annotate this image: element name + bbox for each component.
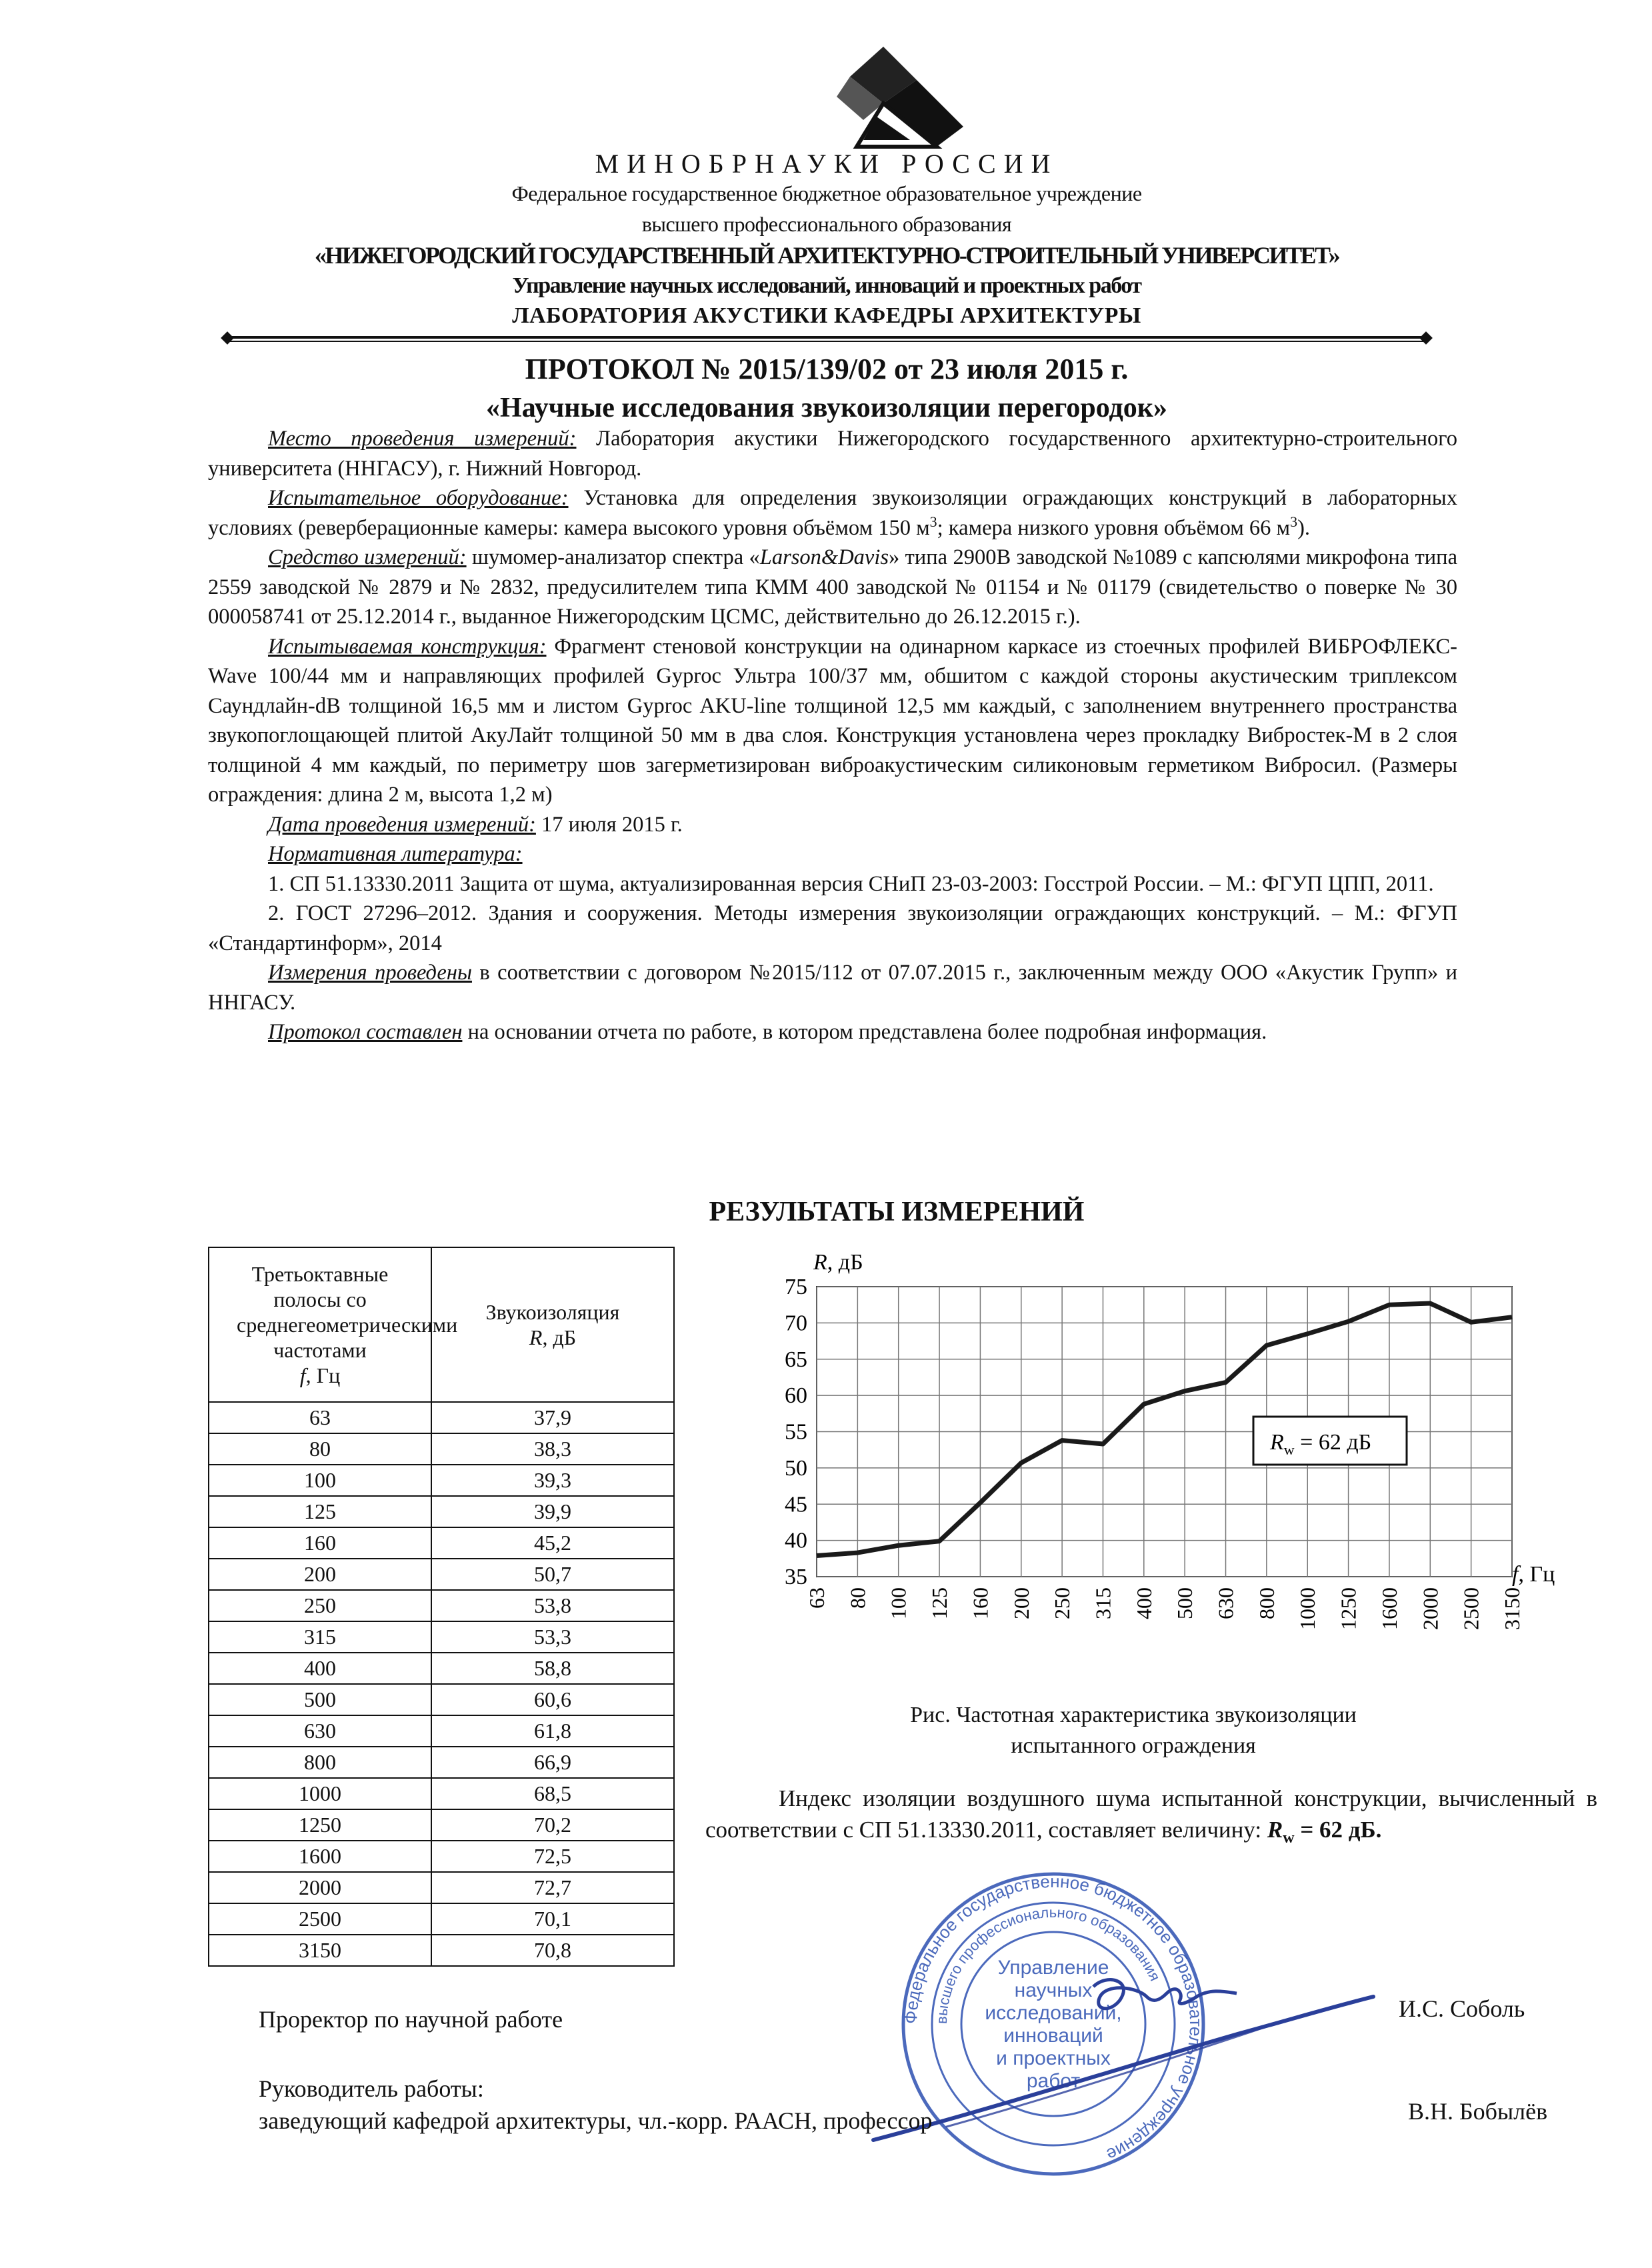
frequency-cell: 800: [209, 1747, 431, 1778]
caption-line-1: Рис. Частотная характеристика звукоизоляции: [910, 1703, 1357, 1727]
table-row: [209, 1621, 674, 1653]
instrument-label: Средство измерений:: [268, 545, 467, 569]
rw-annotation-symbol: R: [1270, 1430, 1284, 1455]
equipment-label: Испытательное оборудование:: [268, 486, 569, 510]
insulation-cell: 37,9: [431, 1402, 674, 1433]
x-tick-label: 315: [1091, 1587, 1115, 1619]
frequency-cell: 630: [209, 1715, 431, 1747]
insulation-cell: 72,7: [431, 1872, 674, 1903]
y-tick-label: 50: [785, 1455, 807, 1481]
norms-heading: [208, 839, 1457, 869]
insulation-cell: 70,1: [431, 1903, 674, 1935]
table-body: [209, 1402, 674, 1966]
y-axis-label-symbol: R: [813, 1253, 827, 1275]
index-value-symbol: R: [1267, 1817, 1283, 1843]
stamp-center-line: инноваций: [1003, 2025, 1103, 2047]
place-paragraph: [208, 424, 1457, 483]
insulation-cell: 60,6: [431, 1684, 674, 1715]
instrument-paragraph: [208, 543, 1457, 632]
frequency-cell: 2000: [209, 1872, 431, 1903]
header-frequency-symbol: f: [299, 1363, 306, 1387]
table-row: [209, 1465, 674, 1496]
insulation-cell: 45,2: [431, 1527, 674, 1559]
frequency-cell: 315: [209, 1621, 431, 1653]
caption-line-2: испытанного ограждения: [1011, 1733, 1256, 1758]
header-insulation-text: Звукоизоляция: [485, 1300, 620, 1324]
protocol-title: ПРОТОКОЛ № 2015/139/02 от 23 июля 2015 г.: [525, 353, 1129, 385]
results-title: РЕЗУЛЬТАТЫ ИЗМЕРЕНИЙ: [709, 1197, 1085, 1227]
x-tick-label: 1000: [1295, 1587, 1320, 1630]
date-label: Дата проведения измерений:: [268, 812, 536, 837]
index-value-number: = 62 дБ.: [1294, 1817, 1382, 1843]
report-label: Протокол составлен: [268, 1020, 463, 1044]
date-paragraph: [208, 810, 1457, 840]
x-tick-label: 250: [1050, 1587, 1075, 1619]
protocol-body: [208, 424, 1457, 1047]
table-row: [209, 1809, 674, 1841]
y-tick-label: 55: [785, 1419, 807, 1445]
x-tick-labels: [805, 1587, 1524, 1630]
x-tick-label: 160: [968, 1587, 993, 1619]
table-row: [209, 1559, 674, 1590]
y-tick-label: 70: [785, 1311, 807, 1336]
x-tick-label: 2500: [1459, 1587, 1483, 1630]
department-line-1: Управление научных исследований, инноваций и проектных работ: [512, 273, 1141, 298]
index-paragraph: [705, 1783, 1597, 1854]
table-row: [209, 1402, 674, 1433]
instrument-brand: Larson&Davis: [759, 545, 889, 569]
construction-label: Испытываемая конструкция:: [268, 634, 547, 659]
header-insulation: [431, 1247, 674, 1402]
insulation-cell: 38,3: [431, 1433, 674, 1465]
report-text: на основании отчета по работе, в котором представлена более подробная информация.: [462, 1020, 1267, 1044]
frequency-cell: 1600: [209, 1841, 431, 1872]
university-name: «НИЖЕГОРОДСКИЙ ГОСУДАРСТВЕННЫЙ АРХИТЕКТУРНО-СТРОИТЕЛЬНЫЙ УНИВЕРСИТЕТ»: [314, 242, 1339, 269]
stamp-center-line: научных: [1014, 1979, 1093, 2001]
x-tick-label: 63: [805, 1587, 829, 1609]
y-axis-label-unit: , дБ: [827, 1253, 863, 1275]
frequency-response-chart: [720, 1253, 1600, 1707]
x-axis-label-unit: , Гц: [1518, 1562, 1555, 1587]
x-tick-label: 3150: [1500, 1587, 1524, 1630]
x-tick-label: 500: [1173, 1587, 1197, 1619]
insulation-cell: 39,9: [431, 1496, 674, 1527]
table-row: [209, 1747, 674, 1778]
insulation-cell: 68,5: [431, 1778, 674, 1809]
header-frequency: [209, 1247, 458, 1402]
equipment-text-2: ; камера низкого уровня объёмом 66 м: [937, 515, 1291, 540]
measurements-table: [208, 1247, 675, 1967]
rw-annotation-subscript: w: [1283, 1441, 1295, 1458]
frequency-cell: 2500: [209, 1903, 431, 1935]
table-row: [209, 1935, 674, 1966]
head-title-line-1: Руководитель работы:: [259, 2075, 484, 2102]
table-row: [209, 1872, 674, 1903]
protocol-subtitle: «Научные исследования звукоизоляции перегородок»: [486, 393, 1167, 423]
index-value: [1267, 1817, 1382, 1847]
insulation-cell: 66,9: [431, 1747, 674, 1778]
report-paragraph: [208, 1017, 1457, 1047]
table-row: [209, 1496, 674, 1527]
y-tick-label: 60: [785, 1383, 807, 1409]
stamp-outer-text: Федеральное государственное бюджетное образовательное учреждение: [900, 1871, 1207, 2165]
table-row: [209, 1778, 674, 1809]
contract-label: Измерения проведены: [268, 961, 472, 985]
construction-text: Фрагмент стеновой конструкции на одинарном каркасе из стоечных профилей ВИБРОФЛЕКС-Wave 100/44 мм и направляющих профилей Gyproc Ультра 100/37 мм, обшитом с каждой стороны акустическим триплексом Саундлайн-dB толщиной 16,5 мм и листом Gyproc AKU-line толщиной 12,5 мм каждый, с заполнением внутреннего пространства звукопоглощающей плитой АкуЛайт толщиной 50 мм в два слоя. Конструкция установлена через прокладку Вибростек-М в 2 слоя толщиной 4 мм каждый, по периметру шов загерметизирован виброакустическим силиконовым герметиком Вибросил. (Размеры ограждения: длина 2 м, высота 1,2 м): [208, 634, 1457, 807]
x-tick-label: 400: [1131, 1587, 1156, 1619]
header-insulation-unit-text: , дБ: [542, 1325, 577, 1349]
series-line: [817, 1303, 1512, 1555]
signature-scribble-icon: [867, 1960, 1413, 2147]
frequency-cell: 250: [209, 1590, 431, 1621]
stamp-center-line: работ: [1026, 2070, 1081, 2092]
insulation-cell: 58,8: [431, 1653, 674, 1684]
instrument-text-2: » типа 2900В заводской №1089 с капсюлями микрофона типа 2559 заводской № 2879 и № 2832, предусилителем типа КММ 400 заводской № 01154 и № 01179 (свидетельство о поверке № 30 000058741 от 25.12.2014 г., выданное Нижегородским ЦСМС, действительно до 26.12.2015 г.).: [208, 545, 1457, 629]
frequency-cell: 125: [209, 1496, 431, 1527]
head-title-line-2: заведующий кафедрой архитектуры, чл.-корр. РААСН, профессор: [259, 2107, 933, 2134]
prorector-title: Проректор по научной работе: [259, 2006, 563, 2033]
insulation-cell: 70,8: [431, 1935, 674, 1966]
x-tick-label: 800: [1254, 1587, 1279, 1619]
frequency-cell: 80: [209, 1433, 431, 1465]
rw-annotation-value: = 62 дБ: [1294, 1430, 1372, 1455]
header-insulation-unit: [432, 1325, 673, 1350]
x-tick-label: 80: [845, 1587, 870, 1609]
header-divider: [227, 336, 1427, 341]
x-tick-label: 2000: [1418, 1587, 1443, 1630]
frequency-cell: 100: [209, 1465, 431, 1496]
chart-caption: [773, 1700, 1493, 1761]
y-tick-labels: [785, 1275, 807, 1589]
frequency-cell: 3150: [209, 1935, 431, 1966]
insulation-cell: 53,3: [431, 1621, 674, 1653]
table-row: [209, 1527, 674, 1559]
place-label: Место проведения измерений:: [268, 427, 577, 451]
index-value-subscript: w: [1283, 1829, 1295, 1847]
norms-label: Нормативная литература:: [268, 842, 523, 866]
equipment-superscript-2: 3: [1290, 513, 1298, 530]
insulation-cell: 39,3: [431, 1465, 674, 1496]
instrument-text: шумомер-анализатор спектра «: [466, 545, 760, 569]
insulation-cell: 72,5: [431, 1841, 674, 1872]
y-axis-label: [813, 1253, 863, 1275]
insulation-cell: 70,2: [431, 1809, 674, 1841]
table-header-row: [209, 1247, 674, 1402]
head-name: В.Н. Бобылёв: [1408, 2098, 1548, 2125]
x-tick-label: 100: [886, 1587, 911, 1619]
ministry-name: МИНОБРНАУКИ РОССИИ: [595, 149, 1059, 179]
table-row: [209, 1684, 674, 1715]
stamp-center-line: исследований,: [985, 2002, 1122, 2024]
equipment-text-3: ).: [1297, 515, 1311, 540]
table-row: [209, 1433, 674, 1465]
y-tick-label: 40: [785, 1528, 807, 1553]
equipment-superscript: 3: [929, 513, 937, 530]
frequency-cell: 400: [209, 1653, 431, 1684]
frequency-cell: 200: [209, 1559, 431, 1590]
date-text: 17 июля 2015 г.: [535, 812, 683, 837]
ministry-logo-icon: [837, 47, 970, 160]
insulation-cell: 61,8: [431, 1715, 674, 1747]
x-tick-label: 1250: [1336, 1587, 1361, 1630]
institution-line-1: Федеральное государственное бюджетное образовательное учреждение: [511, 181, 1142, 205]
contract-text: в соответствии с договором №2015/112 от 07.07.2015 г., заключенным между ООО «Акустик Групп» и ННГАСУ.: [208, 961, 1458, 1015]
table-row: [209, 1715, 674, 1747]
table-row: [209, 1653, 674, 1684]
header-frequency-unit: [209, 1363, 431, 1388]
stamp-inner-text: высшего профессионального образования: [933, 1903, 1164, 2025]
prorector-name: И.С. Соболь: [1399, 1995, 1525, 2022]
insulation-cell: 50,7: [431, 1559, 674, 1590]
rw-annotation-box: [1253, 1417, 1407, 1465]
place-text: Лаборатория акустики Нижегородского государственного архитектурно-строительного университета (ННГАСУ), г. Нижний Новгород.: [208, 427, 1457, 481]
frequency-cell: 63: [209, 1402, 431, 1433]
contract-paragraph: [208, 958, 1457, 1017]
y-tick-label: 35: [785, 1565, 807, 1589]
x-tick-label: 1600: [1377, 1587, 1401, 1630]
norm-item-1: 1. СП 51.13330.2011 Защита от шума, актуализированная версия СНиП 23-03-2003: Госстрой России. – М.: ФГУП ЦПП, 2011.: [268, 871, 1434, 896]
x-axis-label-symbol: f: [1512, 1562, 1519, 1587]
x-tick-label: 630: [1213, 1587, 1238, 1619]
index-text: Индекс изоляции воздушного шума испытанной конструкции, вычисленный в соответствии с СП 51.13330.2011, составляет величину:: [705, 1785, 1597, 1843]
equipment-paragraph: [208, 483, 1457, 543]
norm-item-2: 2. ГОСТ 27296–2012. Здания и сооружения. Методы измерения звукоизоляции ограждающих конструкций. – М.: ФГУП «Стандартинформ», 2014: [208, 901, 1457, 955]
x-tick-label: 125: [927, 1587, 952, 1619]
y-tick-label: 75: [785, 1275, 807, 1299]
x-axis-label: [1512, 1562, 1555, 1587]
header-frequency-unit-text: , Гц: [305, 1363, 341, 1387]
table-row: [209, 1903, 674, 1935]
frequency-cell: 160: [209, 1527, 431, 1559]
frequency-cell: 1250: [209, 1809, 431, 1841]
y-tick-label: 65: [785, 1347, 807, 1372]
table-row: [209, 1841, 674, 1872]
x-tick-label: 200: [1009, 1587, 1033, 1619]
header-frequency-text: Третьоктавные полосы со среднегеометрическими частотами: [237, 1262, 458, 1362]
table-row: [209, 1590, 674, 1621]
equipment-text: Установка для определения звукоизоляции ограждающих конструкций в лабораторных условиях (реверберационные камеры: камера высокого уровня объёмом 150 м: [208, 486, 1457, 540]
header-insulation-symbol: R: [529, 1325, 543, 1349]
laboratory-name: ЛАБОРАТОРИЯ АКУСТИКИ КАФЕДРЫ АРХИТЕКТУРЫ: [512, 303, 1141, 328]
chart-grid: [817, 1287, 1512, 1577]
frequency-cell: 500: [209, 1684, 431, 1715]
frequency-cell: 1000: [209, 1778, 431, 1809]
stamp-center-line: Управление: [997, 1957, 1109, 1979]
institution-line-2: высшего профессионального образования: [641, 212, 1012, 236]
y-tick-label: 45: [785, 1492, 807, 1517]
insulation-cell: 53,8: [431, 1590, 674, 1621]
construction-paragraph: [208, 632, 1457, 810]
stamp-center-line: и проектных: [996, 2047, 1111, 2069]
